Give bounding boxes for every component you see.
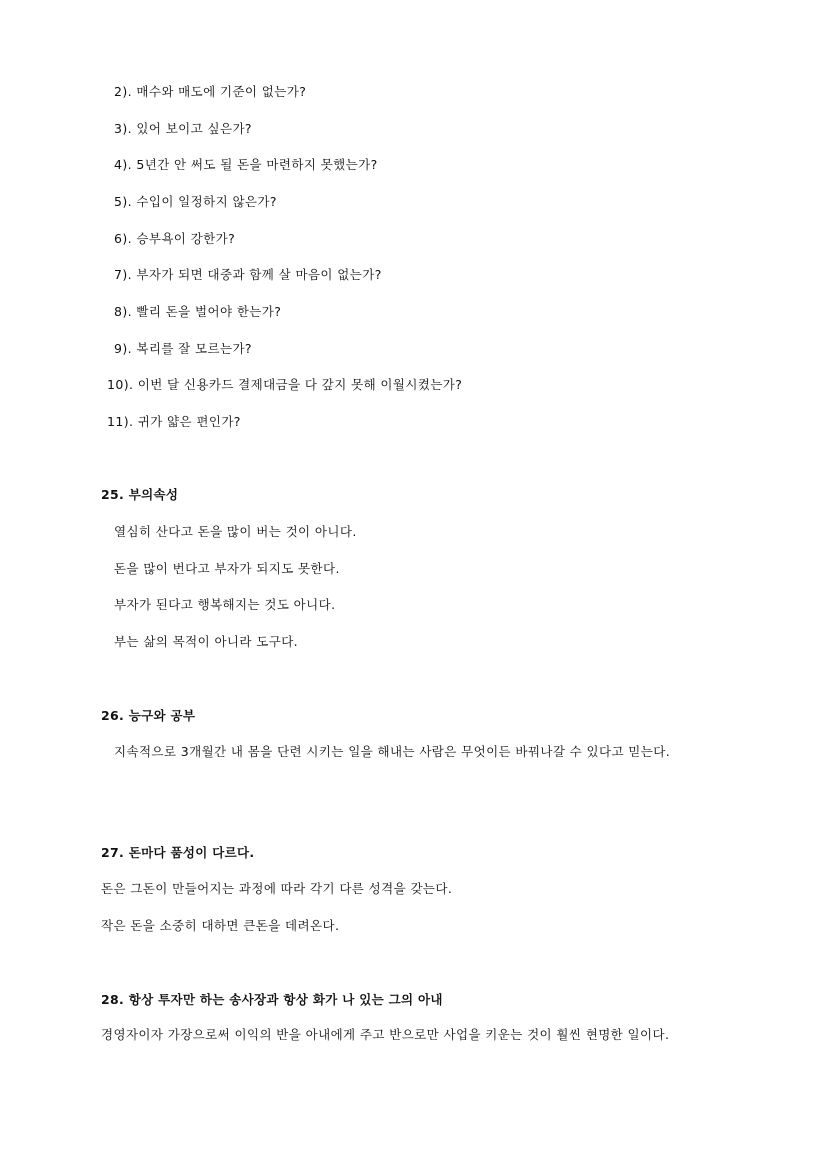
- question-item: 7). 부자가 되면 대중과 함께 살 마음이 없는가?: [114, 267, 382, 282]
- question-item: 4). 5년간 안 써도 될 돈을 마련하지 못했는가?: [114, 157, 378, 172]
- section-heading: 25. 부의속성: [101, 487, 179, 502]
- section-heading: 26. 능구와 공부: [101, 708, 196, 723]
- question-item: 10). 이번 달 신용카드 결제대금을 다 갚지 못해 이월시켰는가?: [107, 377, 463, 392]
- section-paragraph: 지속적으로 3개월간 내 몸을 단련 시키는 일을 해내는 사람은 무엇이든 바꿔나갈 수 있다고 믿는다.: [114, 744, 671, 759]
- question-item: 3). 있어 보이고 싶은가?: [114, 121, 252, 136]
- section-paragraph: 경영자이자 가장으로써 이익의 반을 아내에게 주고 반으로만 사업을 키운는 것이 훨씬 현명한 일이다.: [101, 1027, 670, 1042]
- question-item: 9). 복리를 잘 모르는가?: [114, 341, 252, 356]
- section-line: 작은 돈을 소중히 대하면 큰돈을 데려온다.: [101, 918, 340, 933]
- question-item: 5). 수입이 일정하지 않은가?: [114, 194, 277, 209]
- section-line: 부는 삶의 목적이 아니라 도구다.: [114, 634, 299, 649]
- question-item: 11). 귀가 얇은 편인가?: [107, 414, 241, 429]
- question-item: 8). 빨리 돈을 벌어야 한는가?: [114, 304, 282, 319]
- section-line: 부자가 된다고 행복해지는 것도 아니다.: [114, 597, 336, 612]
- section-line: 열심히 산다고 돈을 많이 버는 것이 아니다.: [114, 524, 357, 539]
- question-item: 2). 매수와 매도에 기준이 없는가?: [114, 84, 307, 99]
- section-heading: 27. 돈마다 품성이 다르다.: [101, 845, 255, 860]
- section-line: 돈은 그돈이 만들어지는 과정에 따라 각기 다른 성격을 갖는다.: [101, 881, 453, 896]
- section-line: 돈을 많이 번다고 부자가 되지도 못한다.: [114, 561, 340, 576]
- section-heading: 28. 항상 투자만 하는 송사장과 항상 화가 나 있는 그의 아내: [101, 992, 443, 1007]
- question-item: 6). 승부욕이 강한가?: [114, 231, 236, 246]
